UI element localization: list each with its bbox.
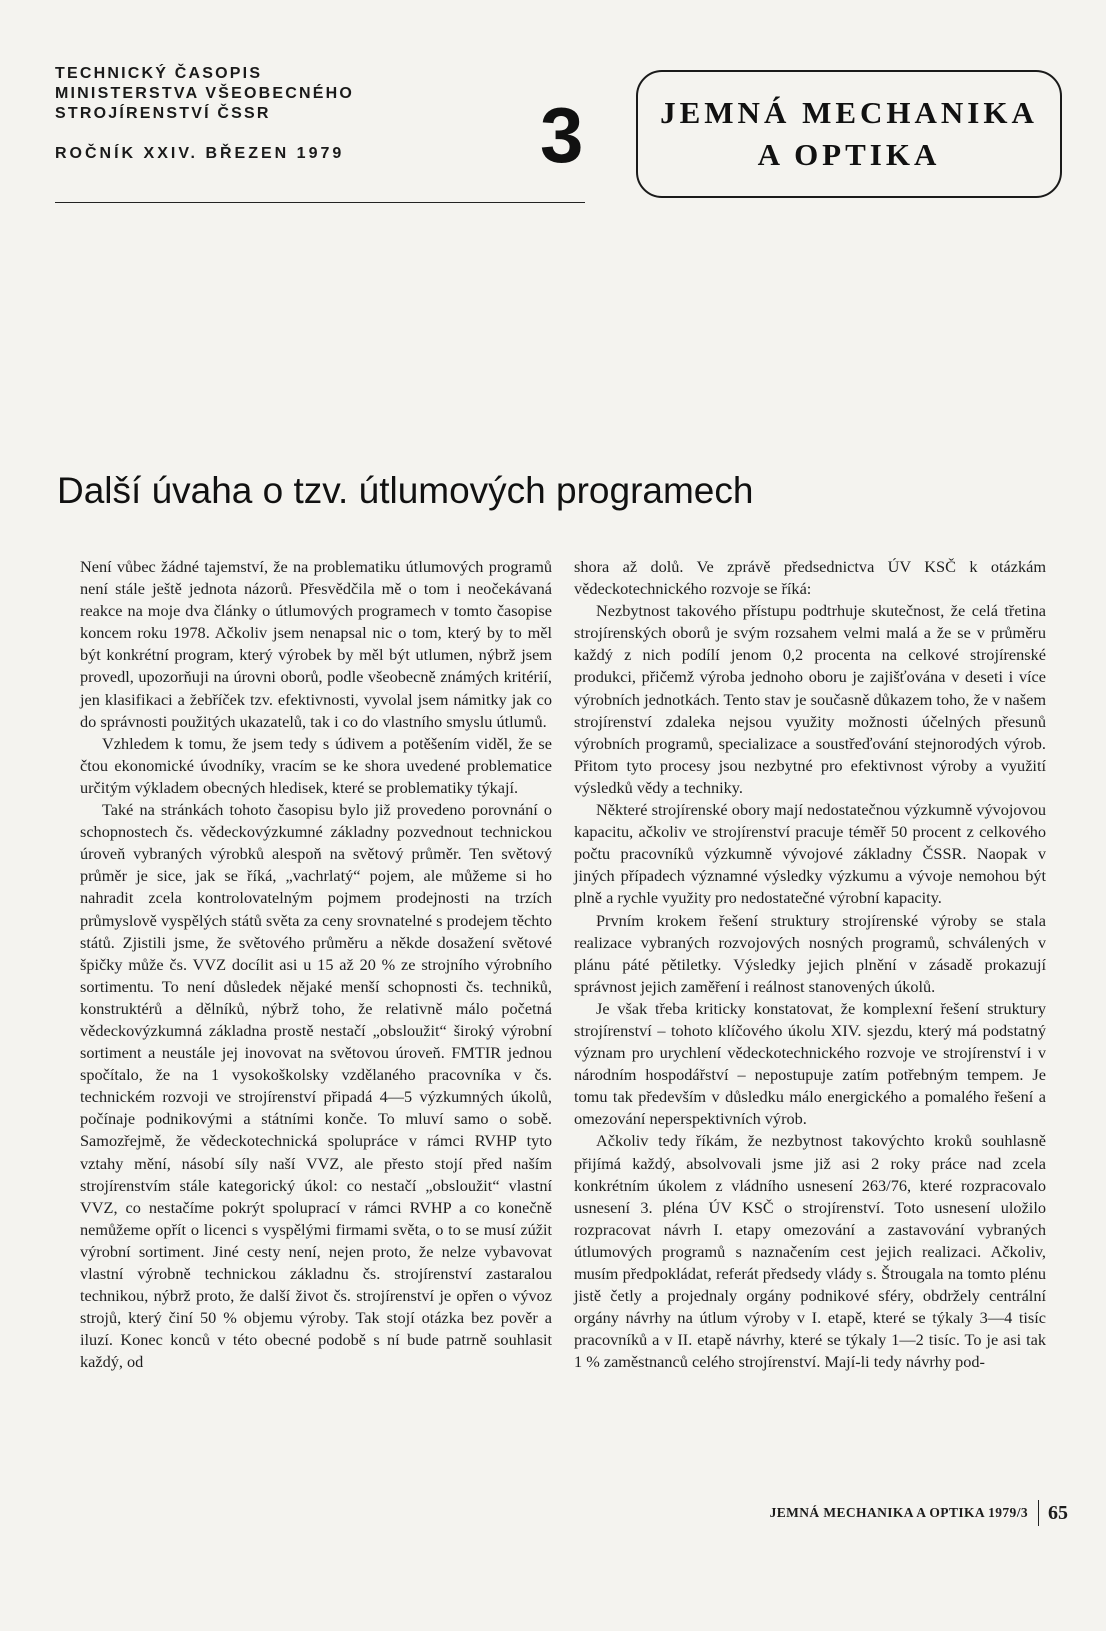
journal-title-line-2: A OPTIKA [757,137,941,172]
publisher-line-1: TECHNICKÝ ČASOPIS [55,65,263,82]
issue-date: ROČNÍK XXIV. BŘEZEN 1979 [55,145,345,162]
paragraph: Některé strojírenské obory mají nedostatečnou výzkumně vývojovou kapacitu, ačkoliv ve strojírenství pracuje téměř 50 procent z celkového počtu pracovníků výzkumně vývojové základny ČSSR. Naopak v jiných případech významné výsledky výzkumu a vývoje nemohou být plně a rychle využity pro nedostatečné výrobní kapacity. [574,800,1046,908]
paragraph: Není vůbec žádné tajemství, že na problematiku útlumových programů není stále ještě jednota názorů. Přesvědčila mě o tom i neočekávaná reakce na moje dva články o útlumových programech v tomto časopise koncem roku 1978. Ačkoliv jsem nenapsal nic o tom, který by to měl být konkrétní program, který výrobek by měl být utlumen, nýbrž jsem provedl, upozorňuji na úrovni oborů, podle všeobecně známých kritérií, jen klasifikaci a žebříček tzv. efektivnosti, vyvolal jsem námitky jak co do správnosti použitých ukazatelů, tak i co do vlastního smyslu útlumů. [80,557,552,731]
publisher-line-2: MINISTERSTVA VŠEOBECNÉHO [55,85,355,102]
page-number: 65 [1048,1501,1068,1524]
journal-title-box [636,70,1062,198]
article-title: Další úvaha o tzv. útlumových programech [57,470,754,511]
journal-title-line-1: JEMNÁ MECHANIKA [660,95,1038,130]
paragraph: shora až dolů. Ve zprávě předsednictva ÚV KSČ k otázkám vědeckotechnického rozvoje se říká: [574,557,1046,599]
issue-number: 3 [540,91,584,179]
article-column-left [80,556,552,1373]
footer-divider [1038,1500,1039,1526]
masthead [55,64,354,164]
header-rule [55,202,585,203]
paragraph: Vzhledem k tomu, že jsem tedy s údivem a potěšením viděl, že se čtou ekonomické úvodníky, vracím se ke shora uvedené problematice určitým výkladem obecných hledisek, které se problematiky týkají. [80,733,552,797]
paragraph: Ačkoliv tedy říkám, že nezbytnost takovýchto kroků souhlasně přijímá každý, absolvovali jsme již asi 2 roky práce nad zcela konkrétním úkolem z vládního usnesení 263/76, které rozpracovalo usnesení 3. pléna ÚV KSČ o strojírenství. Toto usnesení uložilo rozpracovat návrh I. etapy omezování a zastavování vybraných útlumových programů s naznačením cest jejich realizaci. Ačkoliv, musím předpokládat, referát předsedy vlády s. Štrougala na tomto plénu jistě četly a projednaly orgány podnikové sféry, obdržely centrální orgány návrhy na útlum výroby v I. etapě, které se týkaly 3—4 tisíc pracovníků a v II. etapě návrhy, které se týkaly 1—2 tisíc. To je asi tak 1 % zaměstnanců celého strojírenství. Mají-li tedy návrhy pod- [574,1131,1046,1372]
paragraph: Prvním krokem řešení struktury strojírenské výroby se stala realizace vybraných rozvojových nosných programů, schválených v plánu páté pětiletky. Výsledky jejich plnění v zásadě prokazují správnost jejich zaměření i reálnost stanovených úkolů. [574,910,1046,996]
publisher-line-3: STROJÍRENSTVÍ ČSSR [55,105,271,122]
paragraph: Je však třeba kriticky konstatovat, že komplexní řešení struktury strojírenství – tohoto klíčového úkolu XIV. sjezdu, který má podstatný význam pro urychlení vědeckotechnického rozvoje ve strojírenství i v národním hospodářství – nepostupuje zatím potřebným tempem. Je tomu tak především v důsledku málo energického a pomalého řešení a omezování neperspektivních výrob. [574,998,1046,1129]
footer-journal-ref: JEMNÁ MECHANIKA A OPTIKA 1979/3 [769,1505,1028,1520]
paragraph: Také na stránkách tohoto časopisu bylo již provedeno porovnání o schopnostech čs. vědeckovýzkumné základny pozvednout technickou úroveň vybraných výrobků alespoň na světový průměr. Ten světový průměr je sice, jak se říká, „vachrlatý“ pojem, ale můžeme si ho nahradit zcela kontrolovatelným pojmem prodejnosti na trzích průmyslově vyspělých států světa za ceny srovnatelné s prodejem těchto států. Zjistili jsme, že světového průměru a někde dosažení světové špičky může čs. VVZ docílit asi u 15 až 20 % ze strojního výrobního sortimentu. To není důsledek nějaké menší schopnosti čs. techniků, konstruktérů a dělníků, nýbrž toho, že relativně málo početná vědeckovýzkumná základna prostě nestačí „obsloužit“ široký výrobní sortiment a neustále jej inovovat na světovou úroveň. FMTIR jednou spočítalo, že na 1 vysokoškolsky vzdělaného pracovníka v čs. technickém rozvoji ve strojírenství připadá 4—5 výzkumných úkolů, počínaje podnikovými a státními konče. To mluví samo o sobě. Samozřejmě, že vědeckotechnická spolupráce v rámci RVHP tyto vztahy mění, násobí síly naší VVZ, ale přesto stojí před naším strojírenstvím stále kategorický úkol: co nestačí „obsloužit“ vlastní VVZ, co nestačíme pokrýt spoluprací v rámci RVHP a co konečně nemůžeme opřít o licenci s vyspělými firmami světa, o to se musí zúžit výrobní sortiment. Jiné cesty není, nejen proto, že nelze vybavovat vlastní výrobně technickou základnu čs. strojírenství zastaralou technikou, nýbrž proto, že další život čs. strojírenství je opřen o vývoz strojů, který činí 50 % objemu výroby. Tak stojí otázka bez pověr a iluzí. Konec konců v této obecné podobě s ní bude patrně souhlasit každý, od [80,800,552,1372]
paragraph: Nezbytnost takového přístupu podtrhuje skutečnost, že celá třetina strojírenských oborů je svým rozsahem velmi malá a že se v průměru každý z nich podílí jenom 0,2 procenta na celkové strojírenské produkci, přičemž výroba jednoho oboru je zajišťována v deseti i více výrobních jednotkách. Tento stav je současně důkazem toho, že v našem strojírenství zdaleka nejsou využity možnosti účelných přesunů výrobních programů, specializace a soustřeďování stejnorodých výrob. Přitom tyto procesy jsou nezbytné pro efektivnost výroby a využití výsledků vědy a techniky. [574,601,1046,797]
article-column-right [574,556,1046,1373]
page-footer [770,1500,1068,1526]
